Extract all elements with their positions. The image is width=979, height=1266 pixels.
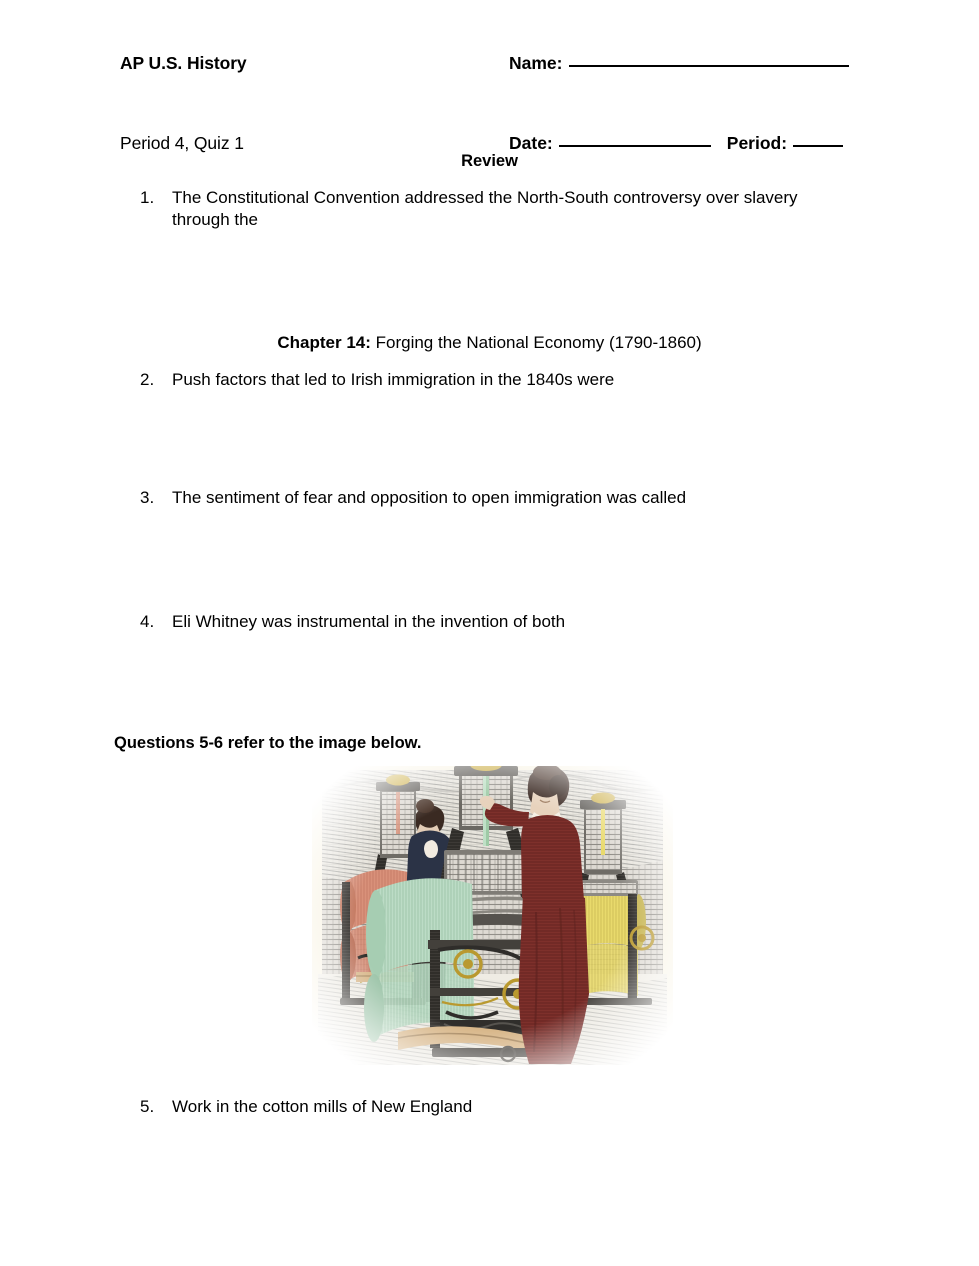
question-text: The sentiment of fear and opposition to open immigration was called (172, 488, 687, 507)
question-number: 1. (140, 188, 155, 207)
chapter-title: Forging the National Economy (1790-1860) (370, 333, 702, 352)
question-number: 5. (140, 1097, 155, 1116)
question-number: 4. (140, 612, 155, 631)
course-title: AP U.S. History (120, 53, 247, 73)
question-item-5 (140, 1096, 840, 1118)
name-blank-line[interactable] (569, 65, 849, 67)
question-text: Work in the cotton mills of New England (172, 1097, 473, 1116)
period-label: Period: (726, 133, 788, 153)
name-label: Name: (509, 53, 563, 73)
question-item-4 (140, 611, 840, 633)
header-row-two (0, 92, 979, 153)
review-heading: Review (461, 152, 518, 170)
question-item-1 (140, 187, 840, 231)
name-field-group (509, 52, 849, 74)
period-blank-line[interactable] (793, 145, 843, 147)
power-loom-engraving-image (312, 762, 673, 1069)
date-blank-line[interactable] (559, 145, 711, 147)
question-text: The Constitutional Convention addressed the North-South controversy over slavery through the (172, 188, 798, 229)
question-item-3 (140, 487, 840, 509)
question-number: 3. (140, 488, 155, 507)
image-instruction-text: Questions 5-6 refer to the image below. (114, 734, 422, 752)
date-label: Date: (509, 133, 553, 153)
question-number: 2. (140, 370, 155, 389)
chapter-label: Chapter 14: (277, 333, 371, 352)
question-text: Eli Whitney was instrumental in the invention of both (172, 612, 566, 631)
question-text: Push factors that led to Irish immigration in the 1840s were (172, 370, 615, 389)
power-loom-illustration-svg (312, 762, 673, 1069)
question-item-2 (140, 369, 840, 391)
period-quiz-label: Period 4, Quiz 1 (120, 133, 244, 153)
header-row-one (0, 52, 979, 92)
page-header (0, 52, 979, 153)
chapter-heading (0, 332, 979, 353)
